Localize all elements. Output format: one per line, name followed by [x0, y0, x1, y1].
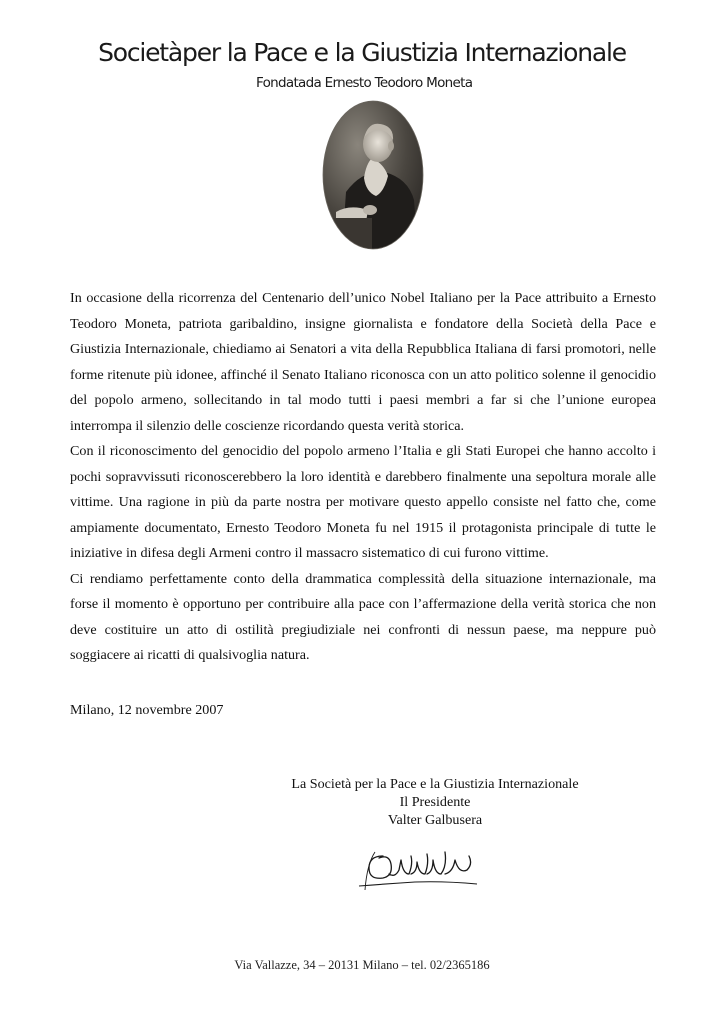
signoff-organization: La Società per la Pace e la Giustizia Internazionale [291, 776, 579, 792]
letter-body [70, 286, 656, 669]
organization-subtitle: Fondatada Ernesto Teodoro Moneta [256, 75, 473, 91]
signoff-block [280, 775, 590, 829]
footer-address: Via Vallazze, 34 – 20131 Milano – tel. 02/2365186 [234, 958, 490, 972]
founder-portrait [322, 100, 424, 250]
handwritten-signature [355, 834, 485, 894]
body-paragraph: Ci rendiamo perfettamente conto della drammatica complessità della situazione internazionale, ma forse il momento è opportuno per contribuire alla pace con l’affermazione della verità storica che non deve costituire un atto di ostilità pregiudiziale nei confronti di nessun paese, ma neppure può soggiacere ai ricatti di qualsivoglia natura. [70, 570, 656, 663]
body-paragraph: Con il riconoscimento del genocidio del popolo armeno l’Italia e gli Stati Europei che hanno accolto i pochi sopravvissuti riconoscerebbero la loro identità e darebbero finalmente una sepoltura morale alle vittime. Una ragione in più da parte nostra per motivare questo appello consiste nel fatto che, come ampiamente documentato, Ernesto Teodoro Moneta fu nel 1915 il protagonista principale di tutte le iniziative in difesa degli Armeni contro il massacro sistematico di cui furono vittime. [70, 443, 656, 561]
organization-title: Societàper la Pace e la Giustizia Internazionale [98, 38, 626, 67]
body-paragraph: In occasione della ricorrenza del Centenario dell’unico Nobel Italiano per la Pace attribuito a Ernesto Teodoro Moneta, patriota garibaldino, insigne giornalista e fondatore della Società della Pace e Giustizia Internazionale, chiediamo ai Senatori a vita della Repubblica Italiana di farsi promotori, nelle forme ritenute più idonee, affinché il Senato Italiano riconosca con un atto politico solenne il genocidio del popolo armeno, sollecitando in tal modo tutti i paesi membri a far si che l’unione europea interrompa il silenzio delle coscienze ricordando questa verità storica. [70, 290, 656, 434]
signoff-name: Valter Galbusera [387, 812, 483, 828]
signoff-role: Il Presidente [399, 794, 471, 810]
letter-date: Milano, 12 novembre 2007 [70, 702, 224, 718]
